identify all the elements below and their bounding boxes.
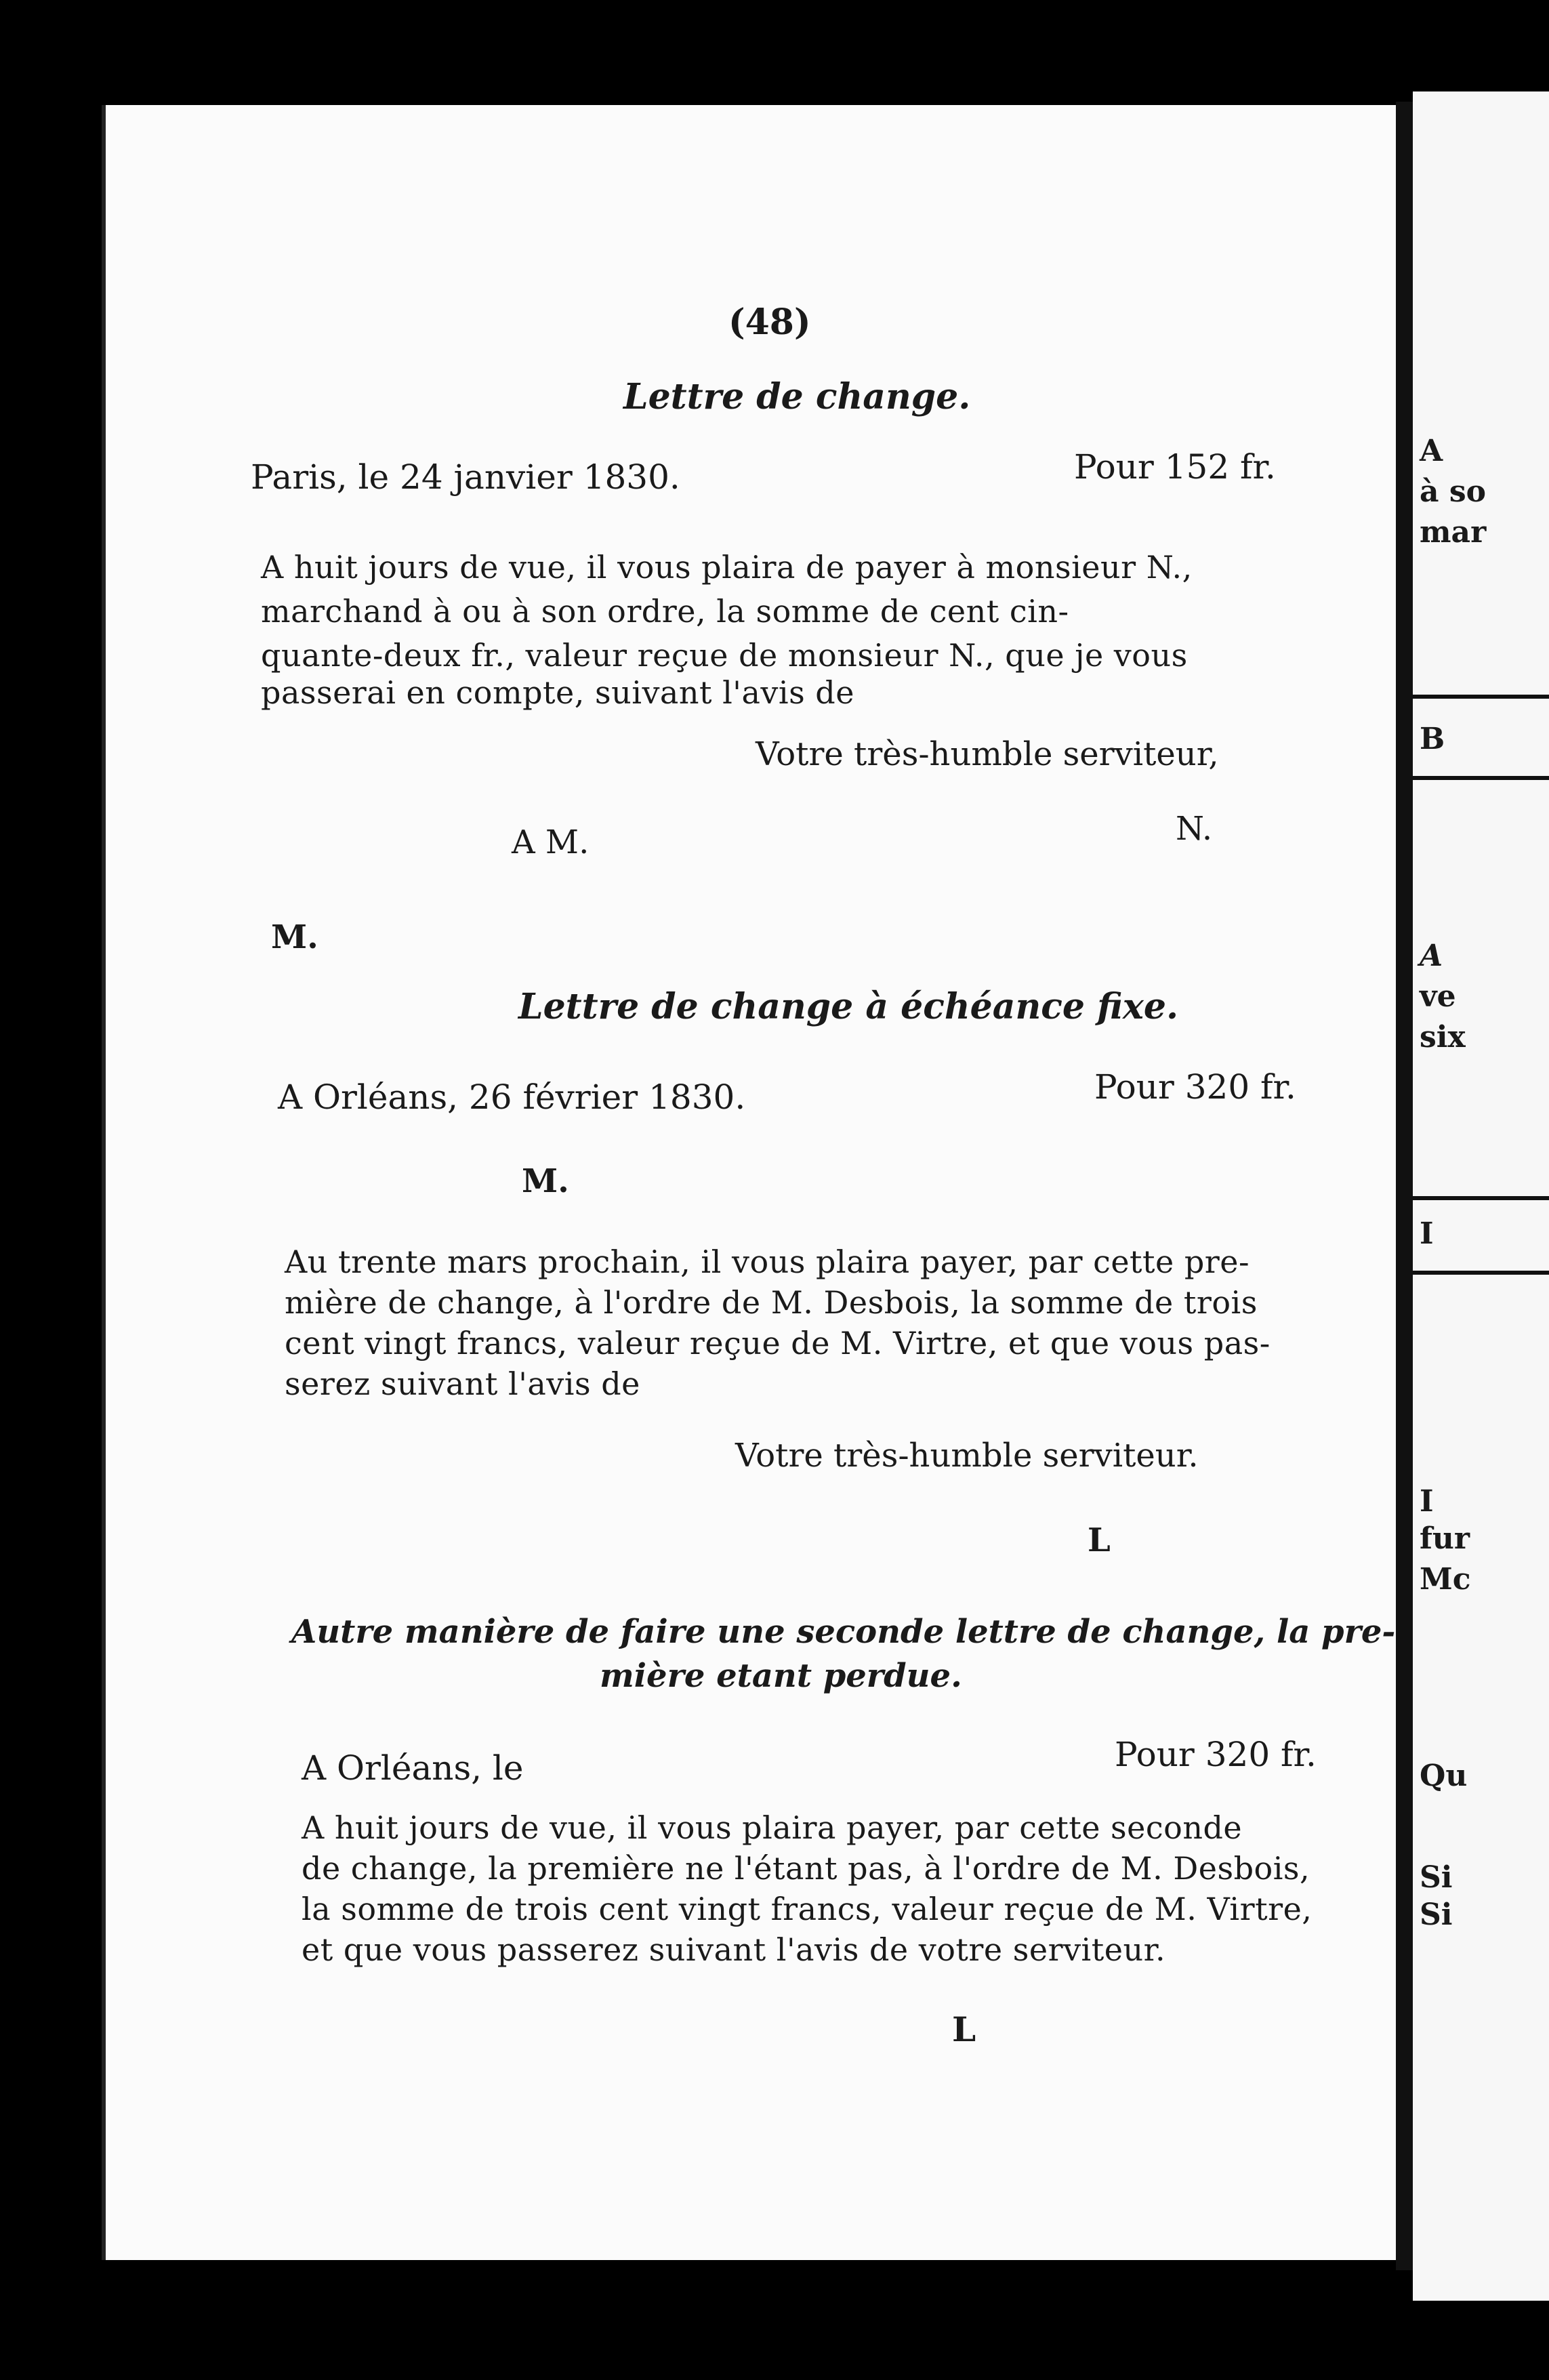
letter1-body-line: quante-deux fr., valeur reçue de monsieur N., que je vous [261, 637, 1188, 674]
letter1-title: Lettre de change. [623, 376, 971, 417]
letter3-body-line: la somme de trois cent vingt francs, valeur reçue de M. Virtre, [302, 1891, 1313, 1927]
letter2-body-line: Au trente mars prochain, il vous plaira payer, par cette pre- [285, 1244, 1250, 1280]
letter2-place-date: A Orléans, 26 février 1830. [278, 1078, 746, 1117]
letter1-signature: N. [1176, 810, 1213, 848]
facing-fragment: fur [1420, 1521, 1470, 1556]
facing-fragment: I [1420, 1216, 1434, 1251]
letter3-body-line: A huit jours de vue, il vous plaira payer, par cette seconde [302, 1809, 1243, 1846]
page-number: (48) [728, 302, 811, 343]
letter2-closing: Votre très-humble serviteur. [735, 1437, 1199, 1475]
letter1-body-line: A huit jours de vue, il vous plaira de payer à monsieur N., [261, 549, 1193, 586]
letter2-body-line: serez suivant l'avis de [285, 1366, 640, 1402]
letter2-amount: Pour 320 fr. [1094, 1067, 1296, 1107]
facing-fragment: à so [1420, 474, 1486, 509]
letter2-salutation: M. [522, 1162, 569, 1200]
letter1-amount: Pour 152 fr. [1074, 447, 1276, 487]
facing-fragment: ve [1420, 979, 1456, 1014]
facing-fragment: mar [1420, 515, 1487, 550]
letter3-title-line2: mière etant perdue. [600, 1657, 962, 1695]
letter2-title: Lettre de change à échéance fixe. [518, 986, 1179, 1027]
letter2-body-line: mière de change, à l'ordre de M. Desbois, la somme de trois [285, 1284, 1258, 1321]
letter1-place-date: Paris, le 24 janvier 1830. [251, 457, 680, 497]
letter1-addressee: A M. [512, 823, 590, 861]
margin-mark: M. [271, 918, 318, 956]
facing-rule [1413, 1271, 1549, 1275]
book-gutter [1396, 102, 1413, 2270]
facing-rule [1413, 695, 1549, 699]
letter3-body-line: et que vous passerez suivant l'avis de votre serviteur. [302, 1931, 1166, 1968]
letter1-closing: Votre très-humble serviteur, [756, 735, 1219, 773]
facing-fragment: I [1420, 1484, 1434, 1519]
facing-fragment: six [1420, 1020, 1466, 1054]
letter1-body-line: marchand à ou à son ordre, la somme de cent cin- [261, 593, 1069, 630]
facing-fragment: B [1420, 722, 1445, 756]
facing-fragment: A [1420, 939, 1443, 973]
letter3-body-line: de change, la première ne l'étant pas, à l'ordre de M. Desbois, [302, 1850, 1310, 1887]
facing-fragment: A [1420, 434, 1443, 468]
facing-fragment: Si [1420, 1860, 1453, 1895]
facing-rule [1413, 776, 1549, 780]
letter3-title-line1: Autre manière de faire une seconde lettre de change, la pre- [291, 1613, 1396, 1651]
facing-rule [1413, 1196, 1549, 1200]
letter2-body-line: cent vingt francs, valeur reçue de M. Virtre, et que vous pas- [285, 1325, 1271, 1361]
letter1-body-line: passerai en compte, suivant l'avis de [261, 674, 854, 711]
facing-fragment: Mc [1420, 1562, 1471, 1597]
facing-fragment: Si [1420, 1897, 1453, 1932]
facing-page [1413, 91, 1549, 2301]
letter2-signature: L [1088, 1521, 1111, 1559]
letter3-place-date: A Orléans, le [302, 1748, 524, 1788]
facing-fragment: Qu [1420, 1759, 1468, 1793]
letter3-signature: L [952, 2009, 976, 2049]
letter3-amount: Pour 320 fr. [1115, 1735, 1317, 1774]
